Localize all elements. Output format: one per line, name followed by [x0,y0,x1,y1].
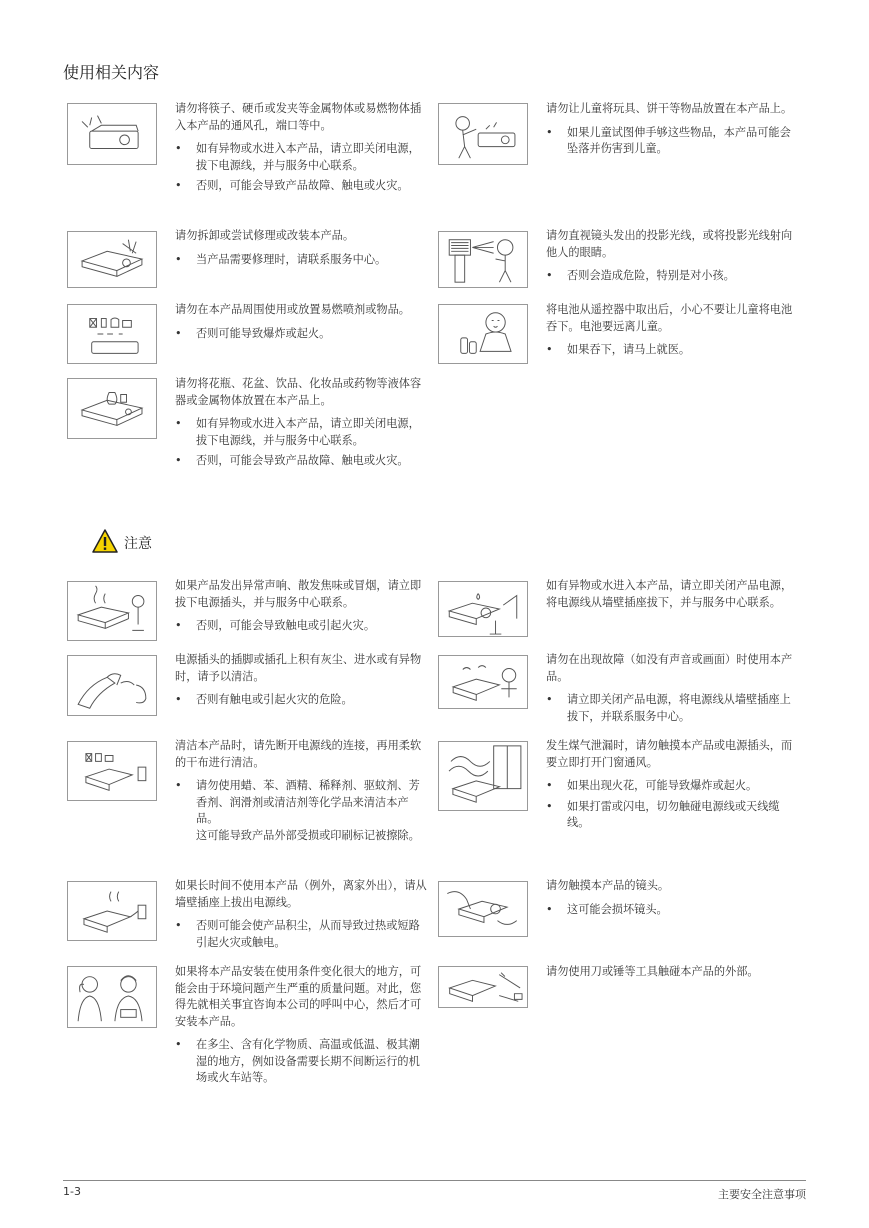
item-bullet: • 请勿使用蜡、苯、酒精、稀释剂、驱蚊剂、芳香剂、润滑剂或清洁剂等化学品来清洁本产品。 这可能导致产品外部受损或印刷标记被擦除。 [175,778,428,844]
item-main-text: 如果长时间不使用本产品（例外，离家外出），请从墙壁插座上拔出电源线。 [175,879,427,909]
item-bullet: • 否则可能会使产品积尘，从而导致过热或短路引起火灾或触电。 [175,918,428,951]
item-main-text: 电源插头的插脚或插孔上积有灰尘、进水或有异物时，请予以清洁。 [175,653,422,683]
item-bullet: • 如有异物或水进入本产品，请立即关闭电源，拔下电源线，并与服务中心联系。 [175,416,428,449]
baby-battery-icon [438,304,528,364]
item-main-text: 请勿让儿童将玩具、饼干等物品放置在本产品上。 [546,102,793,115]
warning-triangle-icon [92,529,118,557]
item-main-text: 请勿在出现故障（如没有声音或画面）时使用本产品。 [546,653,793,683]
item-bullet: • 如果吞下，请马上就医。 [546,342,801,359]
page-title: 使用相关内容 [63,63,160,82]
touch-lens-icon [438,881,528,937]
metal-objects-insert-icon [67,103,157,165]
water-spill-unplug-icon [438,581,528,637]
cleaning-cloth-icon [67,741,157,801]
child-reaching-icon [438,103,528,165]
vase-on-projector-icon [67,378,157,439]
item-main-text: 请勿将筷子、硬币或发夹等金属物体或易燃物体插入本产品的通风孔，端口等中。 [175,102,422,132]
item-main-text: 如果将本产品安装在使用条件变化很大的地方，可能会由于环境问题产生严重的质量问题。对此，您得先就相关事宜咨询本公司的呼叫中心，然后才可安装本产品。 [175,965,422,1028]
item-bullet: • 否则有触电或引起火灾的危险。 [175,692,428,709]
item-bullet: • 请立即关闭产品电源，将电源线从墙壁插座上拔下，并联系服务中心。 [546,692,801,725]
item-bullet: • 这可能会损坏镜头。 [546,902,801,919]
flammable-spray-icon [67,304,157,364]
caution-label: 注意 [124,536,152,552]
item-main-text: 发生煤气泄漏时，请勿触摸本产品或电源插头，而要立即打开门窗通风。 [546,739,793,769]
item-bullet: • 否则，可能会导致产品故障、触电或火灾。 [175,453,428,470]
gas-leak-window-icon [438,741,528,811]
item-bullet: • 否则会造成危险，特别是对小孩。 [546,268,801,285]
malfunction-icon [438,655,528,709]
item-main-text: 如有异物或水进入本产品，请立即关闭产品电源，将电源线从墙壁插座拔下，并与服务中心联系。 [546,579,793,609]
child-looking-at-light-icon [438,231,528,288]
item-main-text: 请勿在本产品周围使用或放置易燃喷剂或物品。 [175,303,410,316]
knife-hammer-icon [438,966,528,1008]
item-bullet: • 如有异物或水进入本产品，请立即关闭电源，拔下电源线，并与服务中心联系。 [175,141,428,174]
smoke-unplug-icon [67,581,157,641]
item-main-text: 如果产品发出异常声响、散发焦味或冒烟，请立即拔下电源插头，并与服务中心联系。 [175,579,422,609]
item-bullet: • 否则，可能会导致触电或引起火灾。 [175,618,428,635]
item-main-text: 请勿拆卸或尝试修理或改装本产品。 [175,229,355,242]
unplug-long-absence-icon [67,881,157,941]
item-bullet: • 如果出现火花，可能导致爆炸或起火。 [546,778,801,795]
item-bullet: • 当产品需要修理时，请联系服务中心。 [175,252,428,269]
footer-section-title: 主要安全注意事项 [718,1188,806,1201]
item-main-text: 将电池从遥控器中取出后，小心不要让儿童将电池吞下。电池要远离儿童。 [546,303,793,333]
disassemble-tools-icon [67,231,157,288]
item-bullet: • 否则，可能会导致产品故障、触电或火灾。 [175,178,428,195]
clean-plug-icon [67,655,157,716]
item-main-text: 请勿将花瓶、花盆、饮品、化妆品或药物等液体容器或金属物体放置在本产品上。 [175,377,422,407]
item-main-text: 清洁本产品时，请先断开电源线的连接，再用柔软的干布进行清洁。 [175,739,422,769]
item-bullet: • 如果儿童试图伸手够这些物品，本产品可能会坠落并伤害到儿童。 [546,125,801,158]
item-bullet: • 否则可能导致爆炸或起火。 [175,326,428,343]
page-number: 1-3 [63,1185,81,1198]
item-bullet: • 在多尘、含有化学物质、高温或低温、极其潮湿的地方，例如设备需要长期不间断运行的机场或火车站等。 [175,1037,428,1087]
footer-divider [63,1180,806,1181]
call-center-icon [67,966,157,1028]
item-main-text: 请勿使用刀或锤等工具触碰本产品的外部。 [546,965,759,978]
item-main-text: 请勿直视镜头发出的投影光线，或将投影光线射向他人的眼睛。 [546,229,793,259]
item-bullet: • 如果打雷或闪电，切勿触碰电源线或天线缆线。 [546,799,801,832]
item-main-text: 请勿触摸本产品的镜头。 [546,879,670,892]
caution-header [92,529,152,557]
